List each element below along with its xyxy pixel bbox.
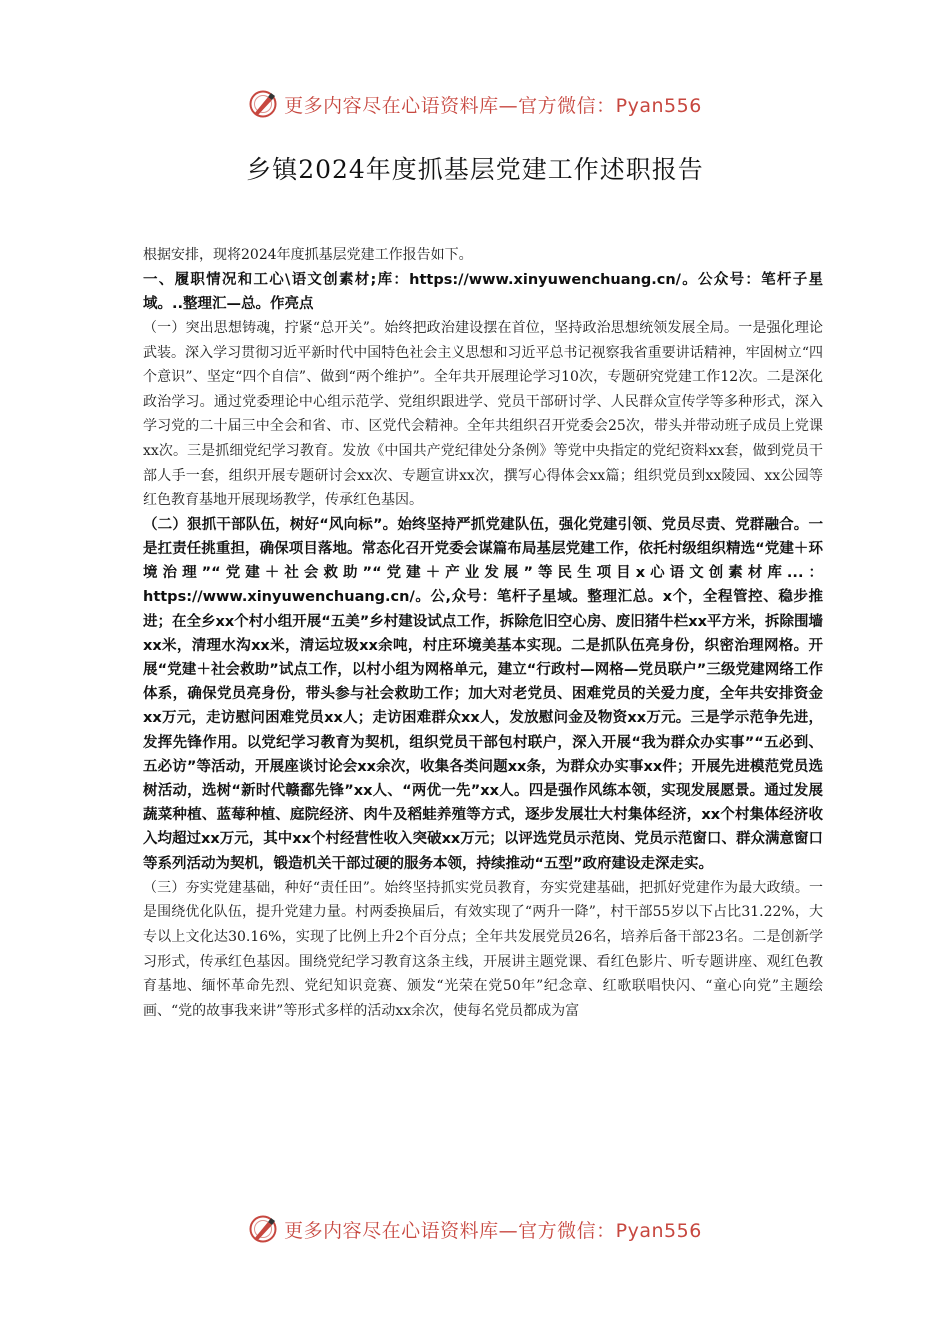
document-title: 乡镇2024年度抓基层党建工作述职报告 [246,155,704,184]
header-watermark-banner [0,86,950,122]
section-heading-1: 一、履职情况和工心\语文创素材;库：https://www.xinyuwenchuang.cn/。公众号：笔杆子星域。..整理汇—总。作亮点 [143,271,823,312]
body-paragraph-2: （二）狠抓干部队伍，树好“风向标”。始终坚持严抓党建队伍，强化党建引领、党员尽责、党群融合。一是扛责任挑重担，确保项目落地。常态化召开党委会谋篇布局基层党建工作，依托村级组织精选“党建＋环境治理”“党建＋社会救助”“党建＋产业发展”等民生项目x心语文创素材库...：https://www.xinyuwenchuang.cn/。公,众号：笔杆子星域。整理汇总。x个，全程管控、稳步推进；在全乡xx个村小组开展“五美”乡村建设试点工作，拆除危旧空心房、废旧猪牛栏xx平方米，拆除围墙xx米，清理水沟xx米，清运垃圾xx余吨，村庄环境美基本实现。二是抓队伍亮身份，织密治理网格。开展“党建＋社会救助”试点工作，以村小组为网格单元，建立“行政村—网格—党员联户”三级党建网络工作体系，确保党员亮身份，带头参与社会救助工作；加大对老党员、困难党员的关爱力度，全年共安排资金xx万元，走访慰问困难党员xx人；走访困难群众xx人，发放慰问金及物资xx万元。三是学示范争先进，发挥先锋作用。以党纪学习教育为契机，组织党员干部包村联户，深入开展“我为群众办实事”“五必到、五必访”等活动，开展座谈讨论会xx余次，收集各类问题xx条，为群众办实事xx件；开展先进模范党员选树活动，选树“新时代赣鄱先锋”xx人、“两优一先”xx人。四是强作风练本领，实现发展愿景。通过发展蔬菜种植、蓝莓种植、庭院经济、肉牛及稻蛙养殖等方式，逐步发展壮大村集体经济，xx个村集体经济收入均超过xx万元，其中xx个村经营性收入突破xx万元；以评选党员示范岗、党员示范窗口、群众满意窗口等系列活动为契机，锻造机关干部过硬的服务本领，持续推动“五型”政府建设走深走实。 [143,516,823,872]
pen-nib-logo-icon [248,1214,278,1244]
pen-nib-logo-icon [248,89,278,119]
body-paragraph-1: （一）突出思想铸魂，拧紧“总开关”。始终把政治建设摆在首位，坚持政治思想统领发展全局。一是强化理论武装。深入学习贯彻习近平新时代中国特色社会主义思想和习近平总书记视察我省重要讲话精神，牢固树立“四个意识”、坚定“四个自信”、做到“两个维护”。全年共开展理论学习10次，专题研究党建工作12次。二是深化政治学习。通过党委理论中心组示范学、党组织跟进学、党员干部研讨学、人民群众宣传学等多种形式，深入学习党的二十届三中全会和省、市、区党代会精神。全年共组织召开党委会25次，带头并带动班子成员上党课xx次。三是抓细党纪学习教育。发放《中国共产党纪律处分条例》等党中央指定的党纪资料xx套，做到党员干部人手一套，组织开展专题研讨会xx次、专题宣讲xx次，撰写心得体会xx篇；组织党员到xx陵园、xx公园等红色教育基地开展现场教学，传承红色基因。 [143,320,823,509]
watermark-text: 更多内容尽在心语资料库—官方微信：Pyan556 [284,94,702,117]
footer-watermark-banner [0,1211,950,1247]
intro-paragraph: 根据安排，现将2024年度抓基层党建工作报告如下。 [143,247,473,263]
document-body [143,243,823,1023]
body-paragraph-3: （三）夯实党建基础，种好“责任田”。始终坚持抓实党员教育，夯实党建基础，把抓好党建作为最大政绩。一是围绕优化队伍，提升党建力量。村两委换届后，有效实现了“两升一降”，村干部55岁以下占比31.22%，大专以上文化达30.16%，实现了比例上升2个百分点；全年共发展党员26名，培养后备干部23名。二是创新学习形式，传承红色基因。围绕党纪学习教育这条主线，开展讲主题党课、看红色影片、听专题讲座、观红色教育基地、缅怀革命先烈、党纪知识竞赛、颁发“光荣在党50年”纪念章、红歌联唱快闪、“童心向党”主题绘画、“党的故事我来讲”等形式多样的活动xx余次，使每名党员都成为富 [143,879,823,1019]
watermark-text: 更多内容尽在心语资料库—官方微信：Pyan556 [284,1219,702,1242]
